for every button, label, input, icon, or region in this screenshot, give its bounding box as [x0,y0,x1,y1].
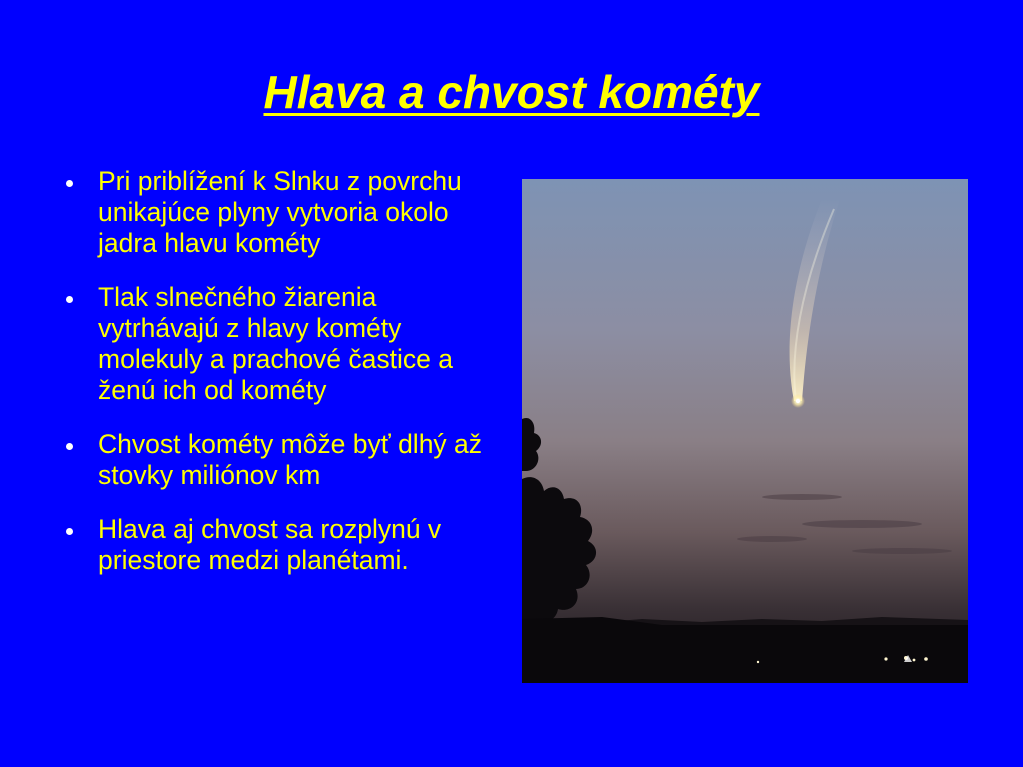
bullet-text: Chvost kométy môže byť dlhý až stovky miliónov km [98,429,483,490]
bullet-text: Hlava aj chvost sa rozplynú v priestore medzi planétami. [98,514,442,575]
bullet-text: Pri priblížení k Slnku z povrchu unikajúce plyny vytvoria okolo jadra hlavu kométy [98,166,462,258]
bullet-dot-icon [66,296,73,303]
bullet-item [62,282,502,406]
bullet-dot-icon [66,443,73,450]
comet-photo [522,179,968,683]
bullet-list [62,166,502,599]
bullet-text: Tlak slnečného žiarenia vytrhávajú z hlavy kométy molekuly a prachové častice a ženú ich od kométy [98,282,453,405]
bullet-dot-icon [66,528,73,535]
bullet-item [62,429,502,491]
bullet-item [62,166,502,259]
bullet-item [62,514,502,576]
bullet-dot-icon [66,180,73,187]
slide-title: Hlava a chvost kométy [263,66,760,118]
comet-photo-graphic [522,179,968,683]
